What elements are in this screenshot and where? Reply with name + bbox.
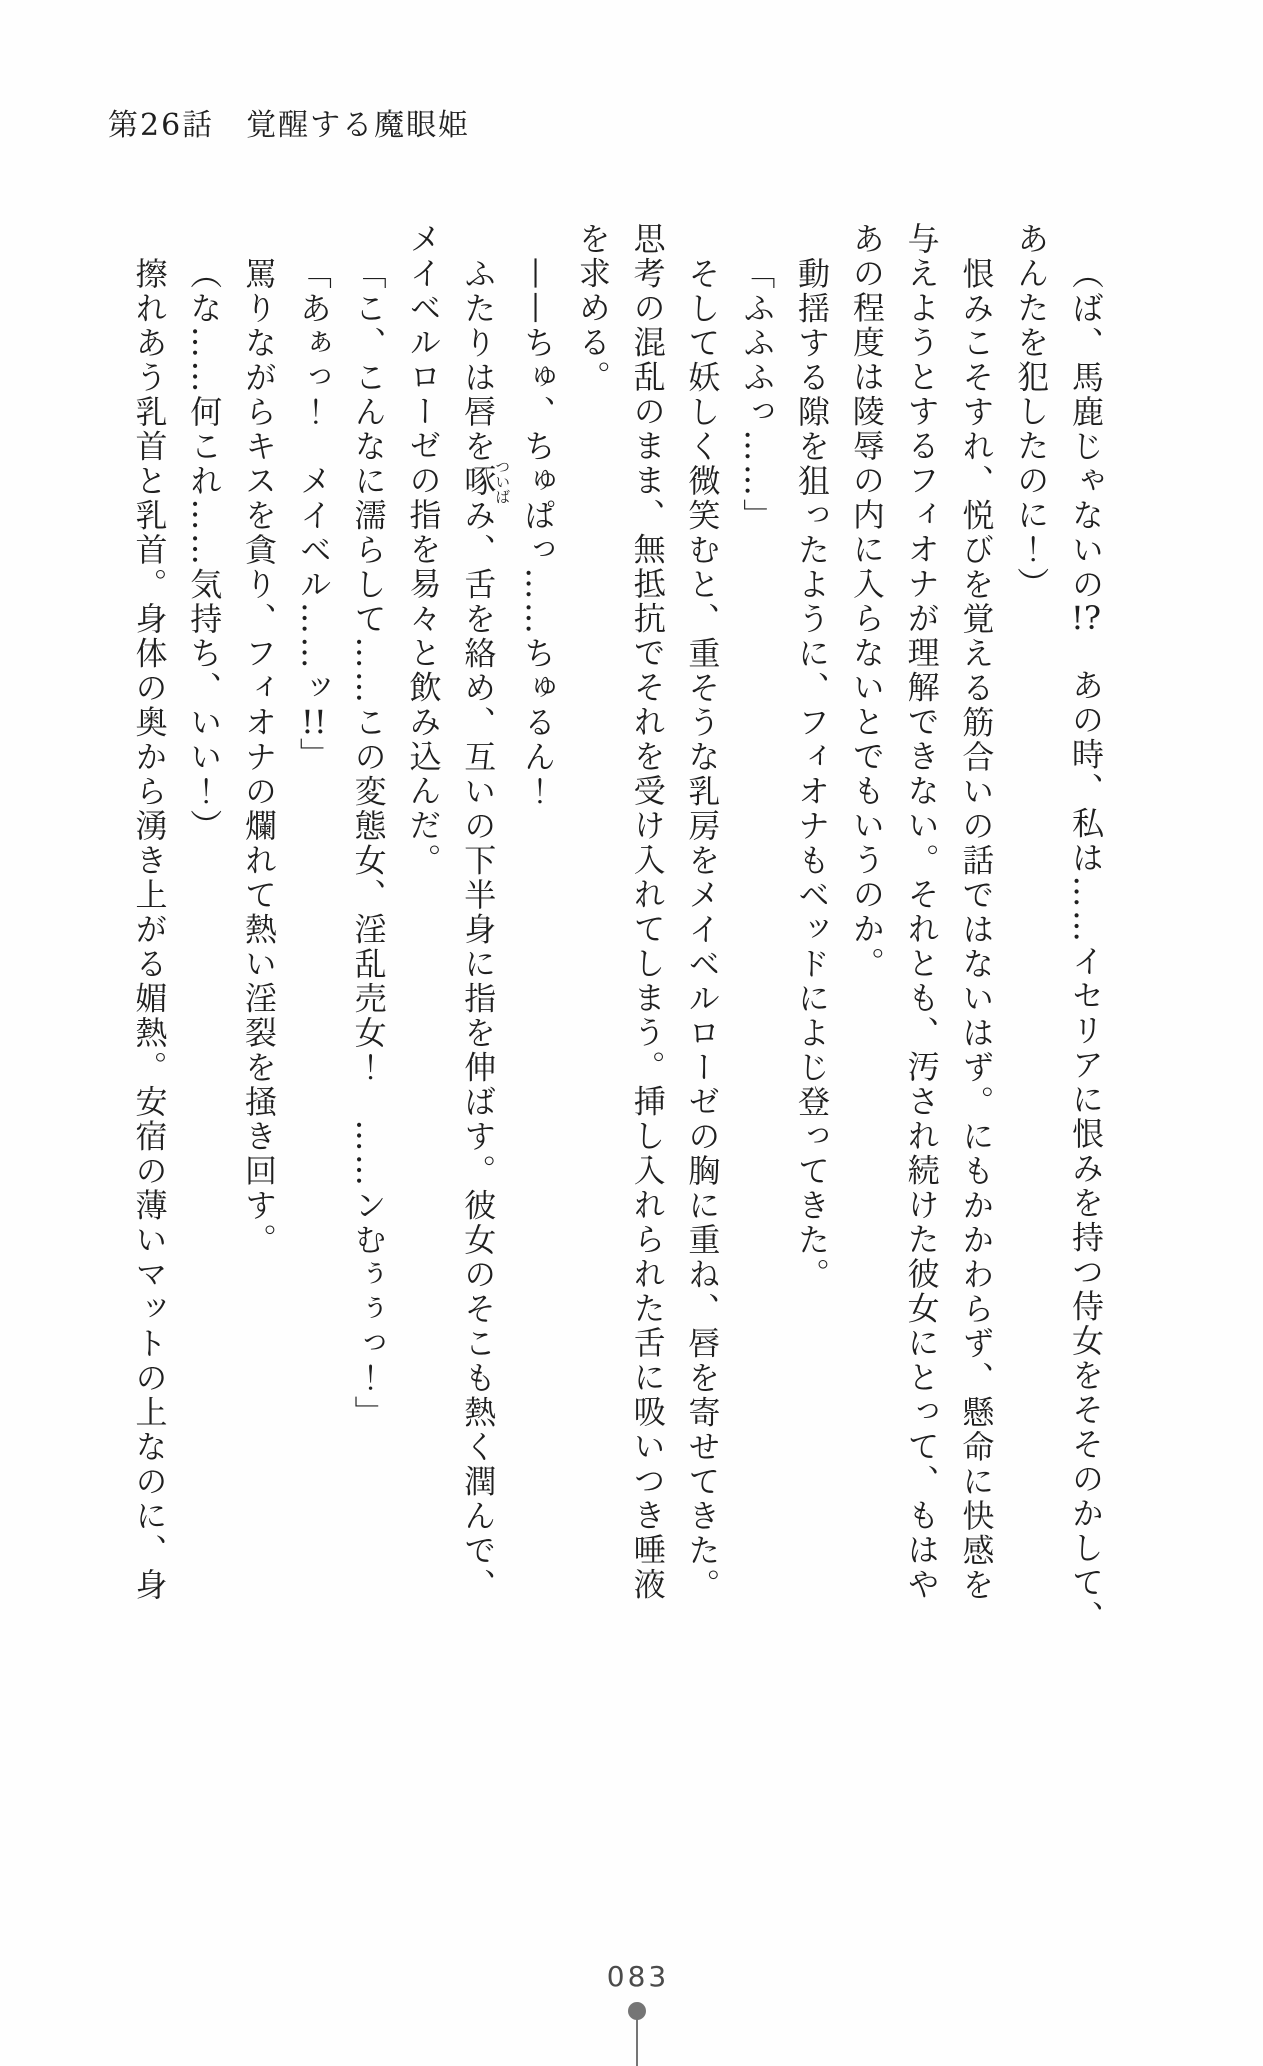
text-column: あんたを犯したのに！） <box>1012 222 1051 602</box>
text-column: 「こ、こんなに濡らして……この変態女、淫乱売女！ ……ンむぅぅっ！」 <box>349 257 388 1430</box>
body-text <box>122 222 1113 1642</box>
text-column: 擦れあう乳首と乳首。身体の奥から湧き上がる媚熱。安宿の薄いマットの上なのに、身 <box>130 257 169 1603</box>
text-column: 恨みこそすれ、悦びを覚える筋合いの話ではないはず。にもかかわらず、懸命に快感を <box>957 257 996 1603</box>
text-column: 罵りながらキスを貪り、フィオナの爛れて熱い淫裂を掻き回す。 <box>240 257 279 1258</box>
footer-line-ornament <box>636 2019 638 2066</box>
ruby-annotation: 啄ついば <box>459 458 512 504</box>
text-column: そして妖しく微笑むと、重そうな乳房をメイベルローゼの胸に重ね、唇を寄せてきた。 <box>683 257 722 1603</box>
text-column: メイベルローゼの指を易々と飲み込んだ。 <box>404 222 443 878</box>
chapter-header: 第26話 覚醒する魔眼姫 <box>108 108 471 143</box>
text-column: 動揺する隙を狙ったように、フィオナもベッドによじ登ってきた。 <box>793 257 832 1292</box>
text-column: 「ふふふっ……」 <box>738 257 777 533</box>
page-number: 083 <box>606 1960 670 1993</box>
tatechuyoko-text: !! <box>300 705 327 738</box>
text-column: （な……何これ……気持ち、いい！） <box>185 257 224 844</box>
text-column: （ば、馬鹿じゃないの!? あの時、私は……イセリアに恨みを持つ侍女をそそのかして、 <box>1067 257 1105 1635</box>
text-column: 思考の混乱のまま、無抵抗でそれを受け入れてしまう。挿し入れられた舌に吸いつき唾液 <box>628 222 667 1602</box>
footer-dot-ornament <box>628 2002 646 2020</box>
text-column: ふたりは唇を啄ついばみ、舌を絡め、互いの下半身に指を伸ばす。彼女のそこも熱く潤んで、 <box>459 257 512 1603</box>
text-column: ——ちゅ、ちゅぱっ……ちゅるん！ <box>519 257 558 809</box>
text-column: 与えようとするフィオナが理解できない。それとも、汚され続けた彼女にとって、もはや <box>902 222 941 1602</box>
text-column: を求める。 <box>573 222 612 395</box>
text-column: あの程度は陵辱の内に入らないとでもいうのか。 <box>847 222 886 981</box>
text-column: 「あぁっ！ メイベル……ッ!!」 <box>294 257 333 772</box>
tatechuyoko-text: !? <box>1070 602 1101 634</box>
